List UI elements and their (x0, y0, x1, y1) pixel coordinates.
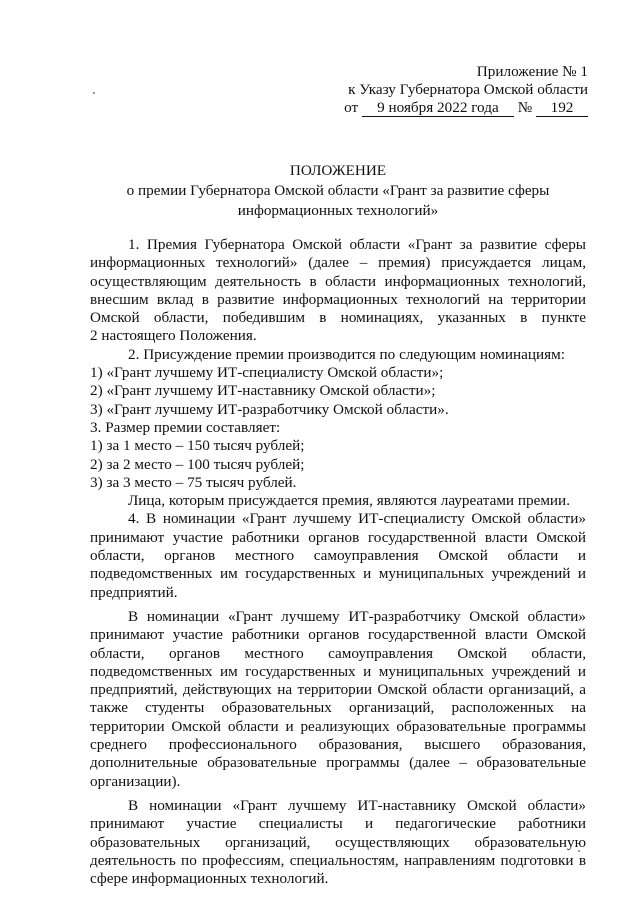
text-line: принимают участие специалисты и педагогические работники (90, 815, 586, 833)
text-line: предприятий, действующих на территории Омской области организаций, а (90, 681, 586, 699)
number-sign: № (517, 99, 533, 116)
text-line: подведомственных им государственных и муниципальных учреждений и (90, 565, 586, 583)
text-line: В номинации «Грант лучшему ИТ-наставнику Омской области» (128, 796, 586, 814)
text-line: среднего профессионального образования, высшего образования, (90, 736, 586, 754)
list-item: 2) «Грант лучшему ИТ-наставнику Омской области»; (90, 382, 436, 400)
text-line: 3. Размер премии составляет: (90, 418, 281, 436)
text-line: области, органов местного самоуправления Омской области и (90, 547, 586, 565)
title-subtitle-2: информационных технологий» (237, 202, 439, 219)
appendix-reference: к Указу Губернатора Омской области (348, 81, 588, 98)
text-line: Лица, которым присуждается премия, являются лауреатами премии. (128, 492, 570, 510)
text-line: Омской области, победившим в номинациях, указанных в пункте (90, 309, 586, 327)
appendix-header (344, 63, 588, 117)
text-line: 2. Присуждение премии производится по следующим номинациям: (128, 345, 565, 363)
appendix-date-line (344, 99, 588, 117)
list-item: 1) «Грант лучшему ИТ-специалисту Омской области»; (90, 364, 444, 382)
text-line: В номинации «Грант лучшему ИТ-разработчику Омской области» (128, 607, 586, 625)
text-line: территории Омской области и реализующих образовательные программы (90, 717, 586, 735)
decree-number: 192 (536, 100, 588, 117)
scan-speck (93, 92, 95, 94)
list-item: 2) за 2 место – 100 тысяч рублей; (90, 455, 305, 473)
date-prefix: от (344, 99, 359, 116)
appendix-number: Приложение № 1 (476, 63, 588, 80)
text-line: также студенты образовательных организаций, расположенных на (90, 699, 586, 717)
text-line: сфере информационных технологий. (90, 870, 329, 888)
text-line: принимают участие работники органов государственной власти Омской (90, 626, 586, 644)
text-line: предприятий. (90, 583, 178, 601)
text-line: 4. В номинации «Грант лучшему ИТ-специалисту Омской области» (128, 510, 586, 528)
decree-date: 9 ноября 2022 года (362, 100, 514, 117)
paragraph-1 (90, 236, 586, 346)
title-subtitle-1: о премии Губернатора Омской области «Грант за развитие сферы (126, 182, 550, 199)
title-heading: ПОЛОЖЕНИЕ (289, 162, 387, 179)
list-item: 3) за 3 место – 75 тысяч рублей. (90, 473, 297, 491)
text-line: осуществляющим деятельность в области информационных технологий, (90, 272, 586, 290)
text-line: информационных технологий» (далее – премия) присуждается лицам, (90, 254, 586, 272)
list-item: 3) «Грант лучшему ИТ-разработчику Омской области». (90, 400, 449, 418)
paragraph-5 (90, 608, 586, 791)
text-line: образовательных организаций, осуществляющих образовательную (90, 833, 586, 851)
document-body (90, 236, 586, 888)
text-line: принимают участие работники органов государственной власти Омской (90, 528, 586, 546)
text-line: 1. Премия Губернатора Омской области «Грант за развитие сферы (128, 236, 586, 253)
paragraph-2 (90, 346, 586, 419)
text-line: организации). (90, 772, 181, 790)
list-item: 1) за 1 место – 150 тысяч рублей; (90, 437, 305, 455)
text-line: дополнительные образовательные программы (далее – образовательные (90, 754, 586, 772)
paragraph-4 (90, 510, 586, 601)
text-line: подведомственных им государственных и муниципальных учреждений и (90, 662, 586, 680)
text-line: 2 настоящего Положения. (90, 327, 257, 345)
text-line: области, органов местного самоуправления Омской области, (90, 644, 586, 662)
paragraph-3 (90, 419, 586, 510)
document-title (90, 161, 586, 221)
text-line: деятельность по профессиям, специальностям, направлениям подготовки в (90, 851, 586, 869)
paragraph-6 (90, 797, 586, 888)
text-line: внесшим вклад в развитие информационных технологий на территории (90, 290, 586, 308)
